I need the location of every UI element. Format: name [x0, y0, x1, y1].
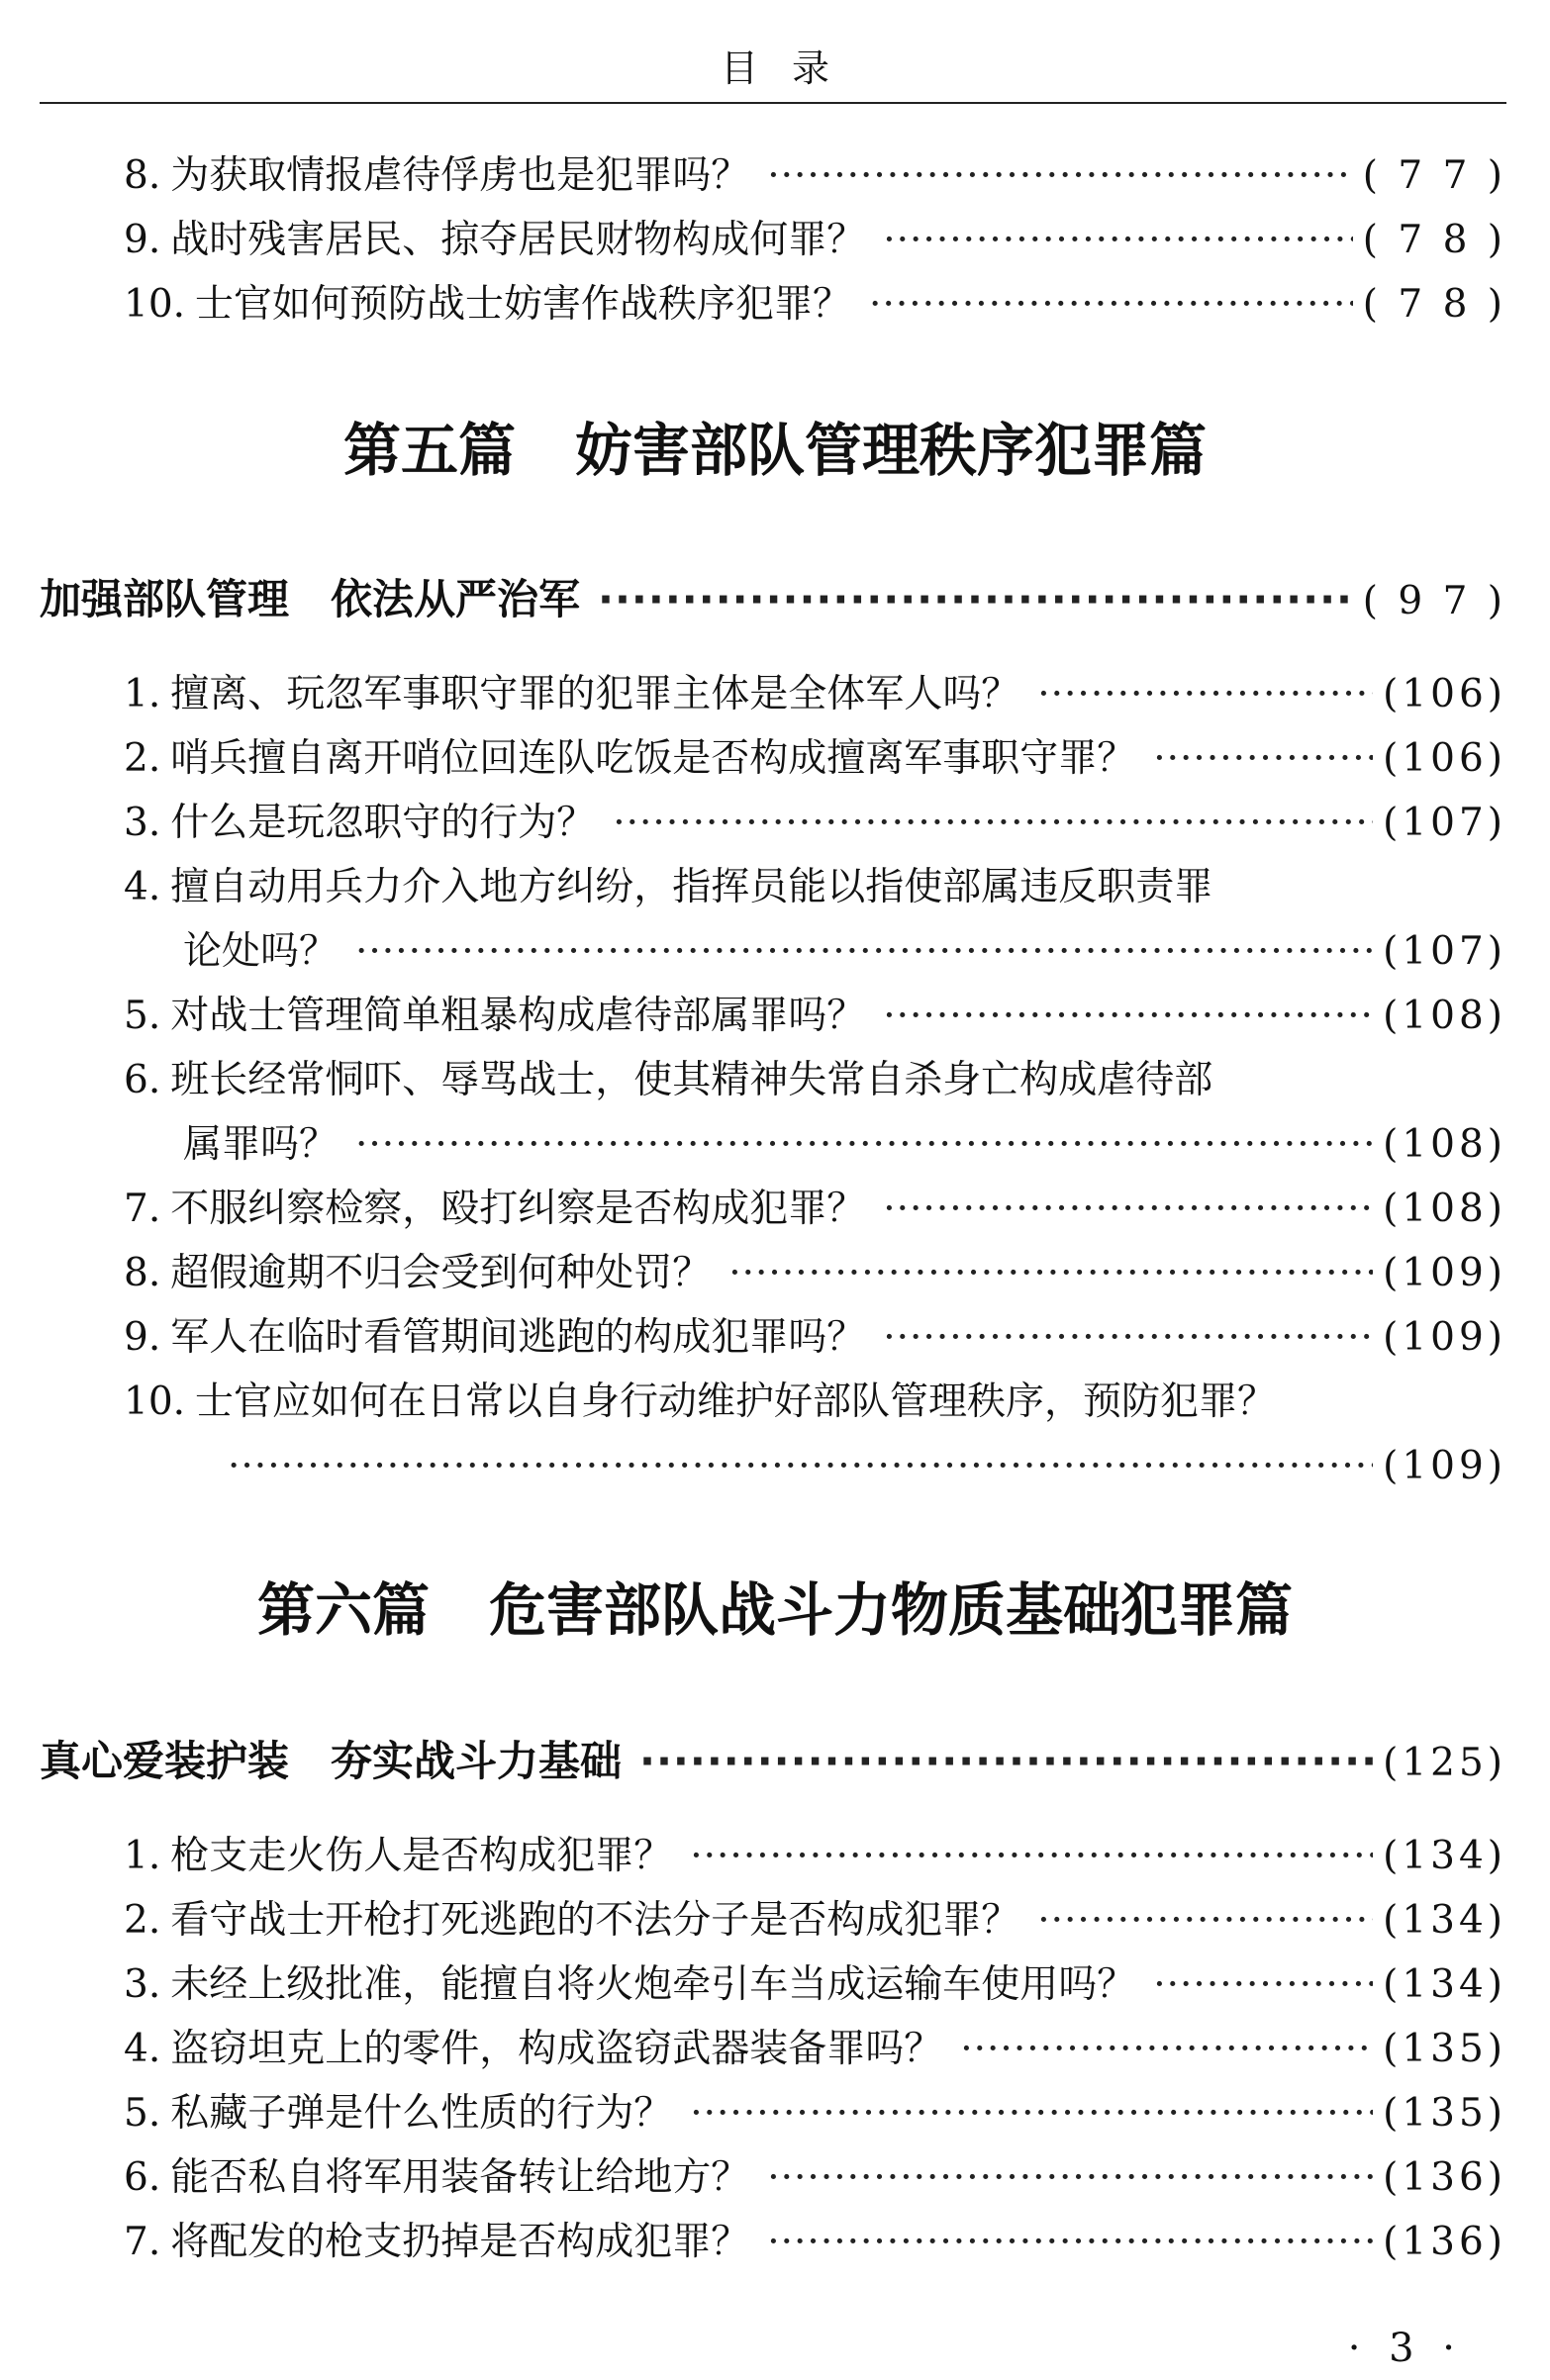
part-label: 第五篇: [342, 417, 516, 484]
entry-number: 6.: [124, 2155, 161, 2200]
page-number: (109): [1383, 1251, 1506, 1295]
entry-number: 9.: [124, 1315, 161, 1360]
dot-leader: [767, 148, 1353, 204]
page-folio: · 3 ·: [1347, 2326, 1463, 2371]
entry-title: 士官应如何在日常以自身行动维护好部队管理秩序，预防犯罪？: [195, 1380, 1277, 1424]
dot-leader: [690, 1829, 1373, 1884]
toc-entry[interactable]: [124, 667, 1506, 722]
dot-leader: [1153, 731, 1373, 787]
dot-leader: [355, 924, 1373, 980]
toc-entry[interactable]: [124, 2022, 1506, 2077]
entry-title-continued: 论处吗？: [183, 929, 339, 974]
entry-title: 哨兵擅自离开哨位回连队吃饭是否构成擅离军事职守罪？: [170, 736, 1136, 781]
entry-number: 10.: [124, 282, 186, 327]
part-name: 危害部队战斗力物质基础犯罪篇: [489, 1576, 1294, 1644]
entry-number: 6.: [124, 1058, 161, 1102]
entry-number: 8.: [124, 153, 161, 198]
toc-entry[interactable]: [124, 1893, 1506, 1949]
toc-entry[interactable]: [124, 1053, 1506, 1108]
dot-leader: [1153, 1957, 1373, 2013]
dot-leader: [1037, 667, 1373, 722]
entry-number: 9.: [124, 218, 161, 262]
dot-leader: [639, 1734, 1373, 1789]
toc-entry[interactable]: [124, 148, 1506, 204]
entry-title: 不服纠察检察，殴打纠察是否构成犯罪？: [170, 1187, 866, 1231]
toc-entry[interactable]: [124, 1829, 1506, 1884]
part-name: 妨害部队管理秩序犯罪篇: [575, 417, 1208, 484]
section-title: 真心爱装护装 夯实战斗力基础: [40, 1737, 623, 1785]
part-label: 第六篇: [256, 1576, 430, 1644]
toc-entry[interactable]: [124, 213, 1506, 268]
entry-title: 擅离、玩忽军事职守罪的犯罪主体是全体军人吗？: [170, 672, 1020, 716]
entry-title: 盗窃坦克上的零件，构成盗窃武器装备罪吗？: [170, 2027, 943, 2071]
section-title: 加强部队管理 依法从严治军: [40, 575, 581, 623]
entry-title: 枪支走火伤人是否构成犯罪？: [170, 1834, 673, 1878]
entry-title: 军人在临时看管期间逃跑的构成犯罪吗？: [170, 1315, 866, 1360]
toc-entry[interactable]: [124, 1957, 1506, 2013]
toc-entry[interactable]: [124, 860, 1506, 915]
dot-leader: [228, 1439, 1373, 1494]
entry-number: 5.: [124, 2091, 161, 2136]
dot-leader: [883, 989, 1373, 1044]
page-number: (134): [1383, 1898, 1506, 1943]
toc-entry[interactable]: [124, 2086, 1506, 2142]
toc-entry[interactable]: [124, 2150, 1506, 2206]
page-number: (134): [1383, 1834, 1506, 1878]
entry-title: 擅自动用兵力介入地方纠纷，指挥员能以指使部属违反职责罪: [170, 865, 1213, 909]
toc-entry[interactable]: [124, 731, 1506, 787]
page-number: (108): [1383, 1187, 1506, 1231]
entry-title: 对战士管理简单粗暴构成虐待部属罪吗？: [170, 994, 866, 1038]
entry-title: 为获取情报虐待俘虏也是犯罪吗？: [170, 153, 750, 198]
page-number: (136): [1383, 2220, 1506, 2264]
toc-entry-continuation[interactable]: [228, 1439, 1506, 1494]
toc-entry-continuation[interactable]: [183, 1117, 1506, 1173]
dot-leader: [613, 796, 1373, 851]
page-number: (108): [1383, 1122, 1506, 1167]
toc-entry-continuation[interactable]: [183, 924, 1506, 980]
page-number: (109): [1383, 1444, 1506, 1488]
dot-leader: [883, 1310, 1373, 1366]
toc-entry[interactable]: [124, 1182, 1506, 1237]
entry-number: 2.: [124, 736, 161, 781]
section-entry[interactable]: [40, 572, 1506, 627]
toc-entry[interactable]: [124, 2215, 1506, 2270]
entry-number: 7.: [124, 2220, 161, 2264]
page-number: ( 9 7 ): [1362, 579, 1506, 623]
dot-leader: [869, 277, 1353, 333]
page-number: (106): [1383, 672, 1506, 716]
page-number: (109): [1383, 1315, 1506, 1360]
dot-leader: [883, 213, 1353, 268]
toc-entry[interactable]: [124, 1310, 1506, 1366]
entry-number: 1.: [124, 672, 161, 716]
dot-leader: [598, 572, 1353, 627]
page-number: (134): [1383, 1962, 1506, 2007]
entry-title: 士官如何预防战士妨害作战秩序犯罪？: [195, 282, 852, 327]
part-title: [0, 1564, 1550, 1647]
entry-number: 8.: [124, 1251, 161, 1295]
dot-leader: [767, 2150, 1373, 2206]
dot-leader: [767, 2215, 1373, 2270]
page-number: (107): [1383, 801, 1506, 845]
dot-leader: [355, 1117, 1373, 1173]
toc-entry[interactable]: [124, 989, 1506, 1044]
dot-leader: [690, 2086, 1373, 2142]
page-number: (135): [1383, 2091, 1506, 2136]
entry-number: 4.: [124, 2027, 161, 2071]
page-number: (108): [1383, 994, 1506, 1038]
entry-number: 1.: [124, 1834, 161, 1878]
entry-title: 战时残害居民、掠夺居民财物构成何罪？: [170, 218, 866, 262]
entry-number: 3.: [124, 801, 161, 845]
toc-entry[interactable]: [124, 796, 1506, 851]
entry-title: 什么是玩忽职守的行为？: [170, 801, 596, 845]
entry-title: 班长经常恫吓、辱骂战士，使其精神失常自杀身亡构成虐待部: [170, 1058, 1213, 1102]
entry-number: 7.: [124, 1187, 161, 1231]
entry-title: 将配发的枪支扔掉是否构成犯罪？: [170, 2220, 750, 2264]
dot-leader: [883, 1182, 1373, 1237]
entry-title: 私藏子弹是什么性质的行为？: [170, 2091, 673, 2136]
running-head: 目录: [720, 47, 863, 90]
entry-number: 5.: [124, 994, 161, 1038]
page-number: ( 7 8 ): [1362, 218, 1506, 262]
part-title: [0, 404, 1550, 487]
entry-title: 未经上级批准，能擅自将火炮牵引车当成运输车使用吗？: [170, 1962, 1136, 2007]
toc-entry[interactable]: [124, 277, 1506, 333]
page-number: (136): [1383, 2155, 1506, 2200]
toc-entry[interactable]: [124, 1375, 1506, 1430]
entry-title: 超假逾期不归会受到何种处罚？: [170, 1251, 712, 1295]
page-number: (107): [1383, 929, 1506, 974]
entry-title: 看守战士开枪打死逃跑的不法分子是否构成犯罪？: [170, 1898, 1020, 1943]
page-number: ( 7 8 ): [1362, 282, 1506, 327]
dot-leader: [1037, 1893, 1373, 1949]
page-number: (125): [1383, 1741, 1506, 1785]
entry-number: 2.: [124, 1898, 161, 1943]
page-number: (135): [1383, 2027, 1506, 2071]
dot-leader: [728, 1246, 1373, 1301]
entry-number: 10.: [124, 1380, 186, 1424]
section-entry[interactable]: [40, 1734, 1506, 1789]
header-rule: [40, 102, 1506, 104]
toc-entry[interactable]: [124, 1246, 1506, 1301]
entry-number: 4.: [124, 865, 161, 909]
dot-leader: [960, 2022, 1373, 2077]
entry-title: 能否私自将军用装备转让给地方？: [170, 2155, 750, 2200]
page-number: ( 7 7 ): [1362, 153, 1506, 198]
page-number: (106): [1383, 736, 1506, 781]
entry-number: 3.: [124, 1962, 161, 2007]
entry-title-continued: 属罪吗？: [183, 1122, 339, 1167]
